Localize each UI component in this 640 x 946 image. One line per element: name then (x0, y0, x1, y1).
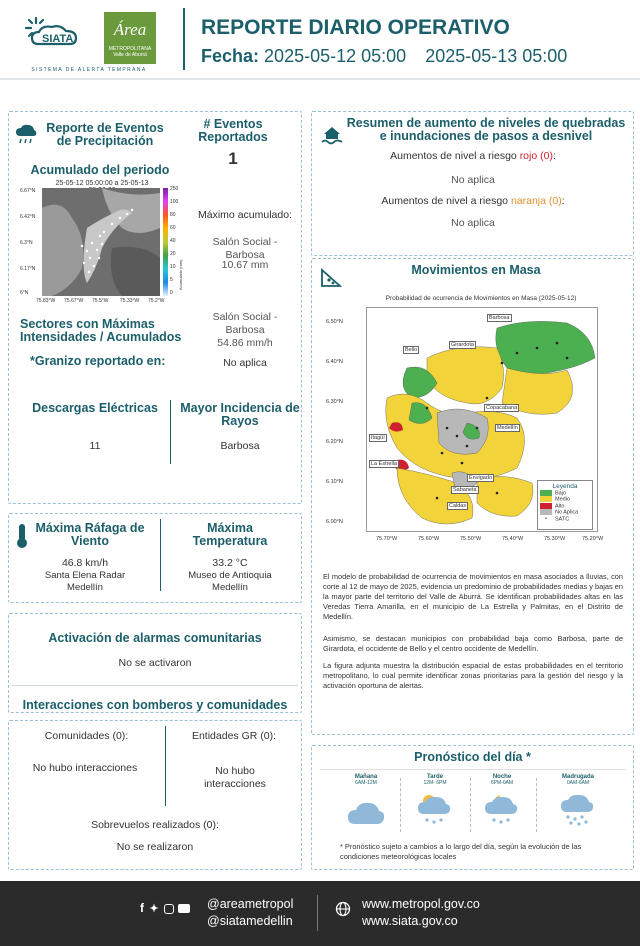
forecast-tarde: Tarde 12M- 6PM (400, 774, 470, 844)
town-label: Envigado (469, 475, 492, 481)
siata-logo (22, 12, 100, 56)
temperatura-city: Medellín (212, 582, 248, 593)
comunidades-value: No hubo interacciones (32, 762, 138, 774)
landslide-icon (320, 266, 342, 288)
map-lon-ticks: 75.83°W 75.67°W 75.5°W 75.33°W 75.2°W (36, 298, 165, 304)
forecast-divider (400, 778, 401, 832)
town-label: Caldas (449, 503, 467, 509)
town-label: Copacabana (486, 405, 518, 411)
viento-place: Santa Elena Radar (44, 570, 126, 581)
temperatura-value: 33.2 °C (212, 557, 248, 569)
pronostico-title: Pronóstico del día * (414, 750, 531, 764)
cloudy-icon (346, 798, 386, 828)
alarmas-value: No se activaron (118, 657, 192, 669)
rain-icon (558, 790, 598, 826)
bomberos-title: Interacciones con bomberos y comunidades (22, 698, 288, 712)
town-label: Medellín (497, 425, 518, 431)
legend-swatch (540, 496, 552, 502)
map-lat-ticks: 6.67°N 6.42°N 6.3°N 6.17°N 6°N (20, 188, 36, 296)
website-link-2[interactable]: www.siata.gov.co (362, 914, 458, 928)
legend-swatch (540, 503, 552, 509)
website-link-1[interactable]: www.metropol.gov.co (362, 897, 480, 911)
masa-lon-ticks: 75.70°W 75.60°W 75.50°W 75.40°W 75.30°W 75.20°W (376, 536, 604, 542)
sectores-place: Salón Social - Barbosa (212, 311, 278, 337)
sobrevuelos-label: Sobrevuelos realizados (0): (91, 819, 219, 831)
wind-temp-divider (160, 519, 161, 591)
legend-swatch (540, 490, 552, 496)
max-acumulado-label: Máximo acumulado: (198, 209, 292, 221)
pronostico-separator (320, 769, 626, 770)
masa-title: Movimientos en Masa (411, 263, 541, 277)
max-acumulado-value: 10.67 mm (221, 259, 269, 271)
forecast-madrugada: Madrugada 0AM-6AM (536, 774, 620, 844)
quebradas-rojo: Aumentos de nivel a riesgo rojo (0): (390, 150, 556, 162)
masa-paragraph-1: El modelo de probabilidad de ocurrencia de movimientos en masa asociados a lluvias, con corte al 12 de mayo de 2025, evidencia un predominio de probabilidades medias y bajas en la mayor parte del territorio del Valle de Aburrá. Se identifican probabilidades altas en las Veredas Tierra Amarilla, en el municipio de La Estrella y Palmitas, en el Distrito de Medellín. (323, 572, 623, 621)
quebradas-rojo-value: No aplica (451, 174, 495, 186)
rayos-label: Mayor Incidencia de Rayos (180, 401, 300, 429)
header-divider (183, 8, 185, 70)
legend-swatch: • (545, 515, 547, 522)
town-label: Barbosa (489, 315, 510, 321)
map-canvas (42, 188, 160, 296)
sectores-title: Sectores con Máximas Intensidades / Acumulados (20, 317, 182, 345)
colorbar-ticks: 250 100 80 60 40 20 10 5 0 (170, 186, 179, 296)
viento-value: 46.8 km/h (61, 557, 109, 569)
town-label: Itagüí (371, 435, 385, 441)
town-label: Sabaneta (453, 487, 477, 493)
forecast-divider (536, 778, 537, 832)
flood-icon (320, 122, 344, 146)
moon-rain-icon (482, 790, 522, 826)
youtube-icon (178, 904, 190, 913)
precipitation-title: Reporte de Eventos de Precipitación (46, 121, 164, 149)
forecast-divider (470, 778, 471, 832)
quebradas-naranja: Aumentos de nivel a riesgo naranja (0): (381, 195, 565, 207)
precipitation-map (20, 180, 182, 308)
masa-map-canvas (366, 307, 598, 532)
bomberos-divider (165, 726, 166, 806)
descargas-value: 11 (89, 440, 101, 452)
town-label: Girardota (451, 342, 474, 348)
footer (0, 881, 640, 946)
forecast-manana: Mañana 6AM-12M (328, 774, 404, 844)
sectores-value: 54.86 mm/h (217, 337, 273, 349)
colorbar-unit: Acumulado (mm) (178, 259, 183, 290)
masa-paragraph-2: Asimismo, se destacan municipios con probabilidad baja como Barbosa, parte de Girardota, el occidente de Bello y el centro occidente de Medellín. (323, 634, 623, 653)
sun-rain-icon (415, 790, 455, 826)
town-label: Bello (405, 347, 418, 353)
report-date: Fecha: 2025-05-12 05:00 2025-05-13 05:00 (201, 46, 568, 66)
sobrevuelos-value: No se realizaron (116, 841, 194, 853)
facebook-icon: f (140, 901, 145, 915)
alarmas-separator (12, 685, 298, 686)
entidades-label: Entidades GR (0): (191, 730, 277, 742)
masa-map (326, 293, 622, 568)
forecast-noche: Noche 6PM-0AM (470, 774, 534, 844)
alarmas-title: Activación de alarmas comunitarias (48, 631, 262, 645)
social-handle-1[interactable]: @areametropol (207, 897, 294, 911)
masa-legend: Leyenda Bajo Medio Alto No Aplica • SATC (537, 480, 593, 530)
quebradas-title: Resumen de aumento de niveles de quebradas e inundaciones de pasos a desnivel (346, 116, 626, 144)
town-label: La Estrella (371, 461, 397, 467)
masa-map-title: Probabilidad de ocurrencia de Movimientos en Masa (2025-05-12) (385, 295, 577, 302)
twitter-icon: ✦ (149, 903, 160, 915)
temperatura-place: Museo de Antioquia (188, 570, 272, 581)
map-caption: 25-05-12 05:00:00 a 25-05-13 (55, 180, 149, 187)
report-title: REPORTE DIARIO OPERATIVO (201, 16, 510, 39)
viento-title: Máxima Ráfaga de Viento (35, 521, 145, 549)
masa-lat-ticks: 6.50°N 6.40°N 6.30°N 6.20°N 6.10°N 6.00°N (326, 319, 343, 525)
thermometer-icon (14, 523, 30, 549)
report-header (0, 0, 640, 80)
siata-logo-subtitle: SISTEMA DE ALERTA TEMPRANA (31, 67, 147, 73)
granizo-value: No aplica (223, 357, 267, 369)
globe-icon (335, 901, 351, 917)
eventos-value: 1 (228, 149, 238, 168)
quebradas-naranja-value: No aplica (451, 217, 495, 229)
descargas-divider (170, 400, 171, 464)
footer-divider (317, 895, 318, 931)
map-colorbar (163, 188, 168, 296)
max-acumulado-place: Salón Social - Barbosa (212, 236, 278, 262)
legend-swatch (540, 509, 552, 515)
entidades-value: No hubo interacciones (204, 765, 266, 791)
rain-cloud-icon (14, 122, 38, 146)
descargas-label: Descargas Eléctricas (32, 401, 158, 415)
social-icons[interactable] (140, 901, 198, 919)
social-handle-2[interactable]: @siatamedellin (207, 914, 293, 928)
rayos-value: Barbosa (220, 440, 260, 452)
area-metropolitana-logo: Área METROPOLITANA Valle de Aburrá (104, 12, 156, 64)
viento-city: Medellín (67, 582, 103, 593)
pronostico-note: * Pronóstico sujeto a cambios a lo largo del día, según la evolución de las condiciones meteorológicas locales (340, 842, 582, 861)
siata-logo-text: SIATA (42, 33, 74, 45)
comunidades-label: Comunidades (0): (44, 730, 129, 742)
granizo-label: *Granizo reportado en: (30, 354, 166, 368)
temperatura-title: Máxima Temperatura (192, 521, 268, 549)
masa-paragraph-3: La figura adjunta muestra la distribución espacial de estas probabilidades en el territorio metropolitano, lo cual permite identificar zonas prioritarias para la gestión del riesgo y la activación oportuna de alertas. (323, 661, 623, 690)
eventos-label: # Eventos Reportados (198, 117, 268, 145)
instagram-icon (164, 904, 174, 914)
acumulado-title: Acumulado del periodo (30, 163, 170, 177)
